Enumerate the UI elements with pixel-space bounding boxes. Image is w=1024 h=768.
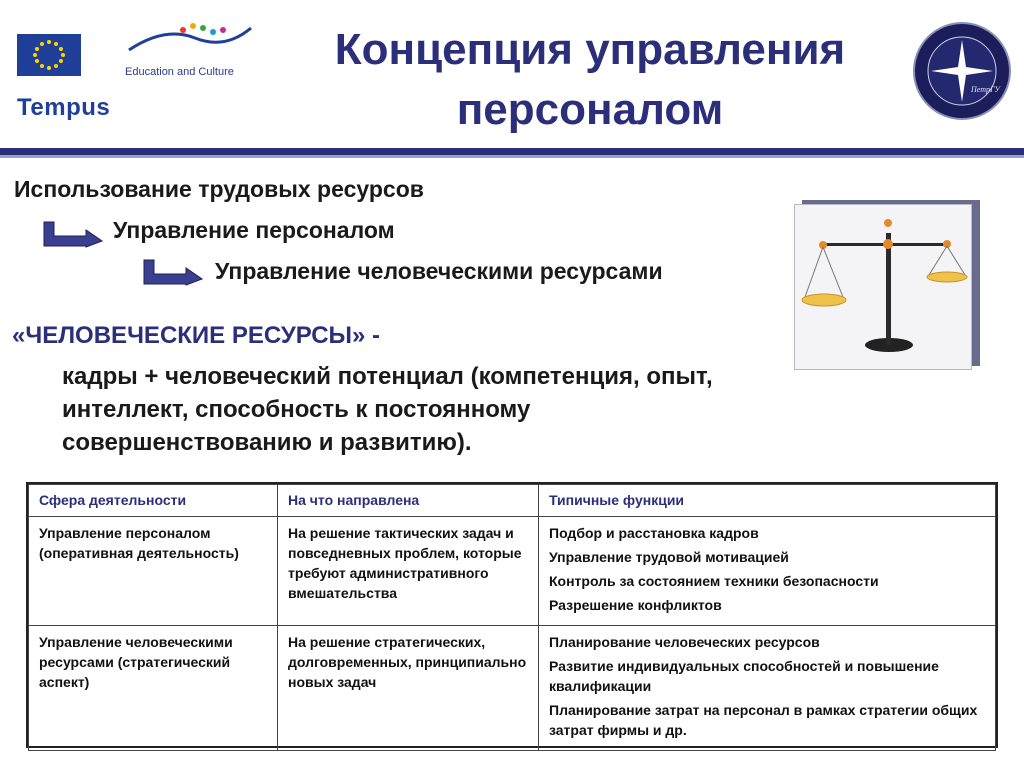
page-title-line2: персоналом — [456, 85, 724, 134]
tempus-label: Tempus — [17, 94, 111, 121]
scales-icon — [795, 205, 973, 371]
table-cell-sphere: Управление персоналом (оперативная деятельность) — [29, 517, 278, 626]
page-title-line1: Концепция управления — [334, 25, 846, 74]
function-item: Планирование человеческих ресурсов — [549, 634, 820, 650]
bent-arrow-icon — [142, 258, 204, 286]
university-logo-icon — [913, 22, 1011, 120]
hr-concept-table — [26, 482, 998, 748]
table-header-row — [29, 485, 996, 517]
function-item: Управление трудовой мотивацией — [549, 549, 789, 565]
function-item: Развитие индивидуальных способностей и повышение квалификации — [549, 658, 939, 694]
bent-arrow-icon — [42, 220, 104, 248]
header-divider — [0, 148, 1024, 155]
page-title — [280, 20, 900, 140]
eu-flag-icon — [17, 34, 81, 76]
table-cell-target: На решение стратегических, долговременных, принципиально новых задач — [278, 626, 539, 751]
function-item: Контроль за состоянием техники безопасности — [549, 573, 879, 589]
university-logo-label: ПетрГУ — [971, 85, 1000, 94]
human-resources-term: «ЧЕЛОВЕЧЕСКИЕ РЕСУРСЫ» - — [12, 322, 381, 349]
table-header-sphere: Сфера деятельности — [29, 485, 278, 517]
table-cell-target: На решение тактических задач и повседневных проблем, которые требуют административного вмешательства — [278, 517, 539, 626]
header-divider-secondary — [0, 155, 1024, 158]
table-cell-functions — [539, 626, 996, 751]
table-row — [29, 626, 996, 751]
table-row — [29, 517, 996, 626]
logo-area — [0, 0, 275, 150]
scales-illustration — [794, 204, 972, 370]
human-resources-definition: кадры + человеческий потенциал (компетенция, опыт, интеллект, способность к постоянному совершенствованию и развитию). — [62, 363, 713, 456]
table-cell-functions — [539, 517, 996, 626]
personnel-management-heading: Управление персоналом — [113, 217, 395, 243]
hr-management-heading: Управление человеческими ресурсами — [215, 258, 663, 284]
education-culture-logo-icon — [125, 20, 255, 60]
function-item: Подбор и расстановка кадров — [549, 525, 759, 541]
table-cell-sphere: Управление человеческими ресурсами (стратегический аспект) — [29, 626, 278, 751]
labor-resources-heading: Использование трудовых ресурсов — [14, 176, 424, 202]
function-item: Планирование затрат на персонал в рамках стратегии общих затрат фирмы и др. — [549, 702, 978, 738]
education-culture-label: Education and Culture — [125, 66, 234, 78]
table-header-functions: Типичные функции — [539, 485, 996, 517]
function-item: Разрешение конфликтов — [549, 597, 722, 613]
table-header-target: На что направлена — [278, 485, 539, 517]
